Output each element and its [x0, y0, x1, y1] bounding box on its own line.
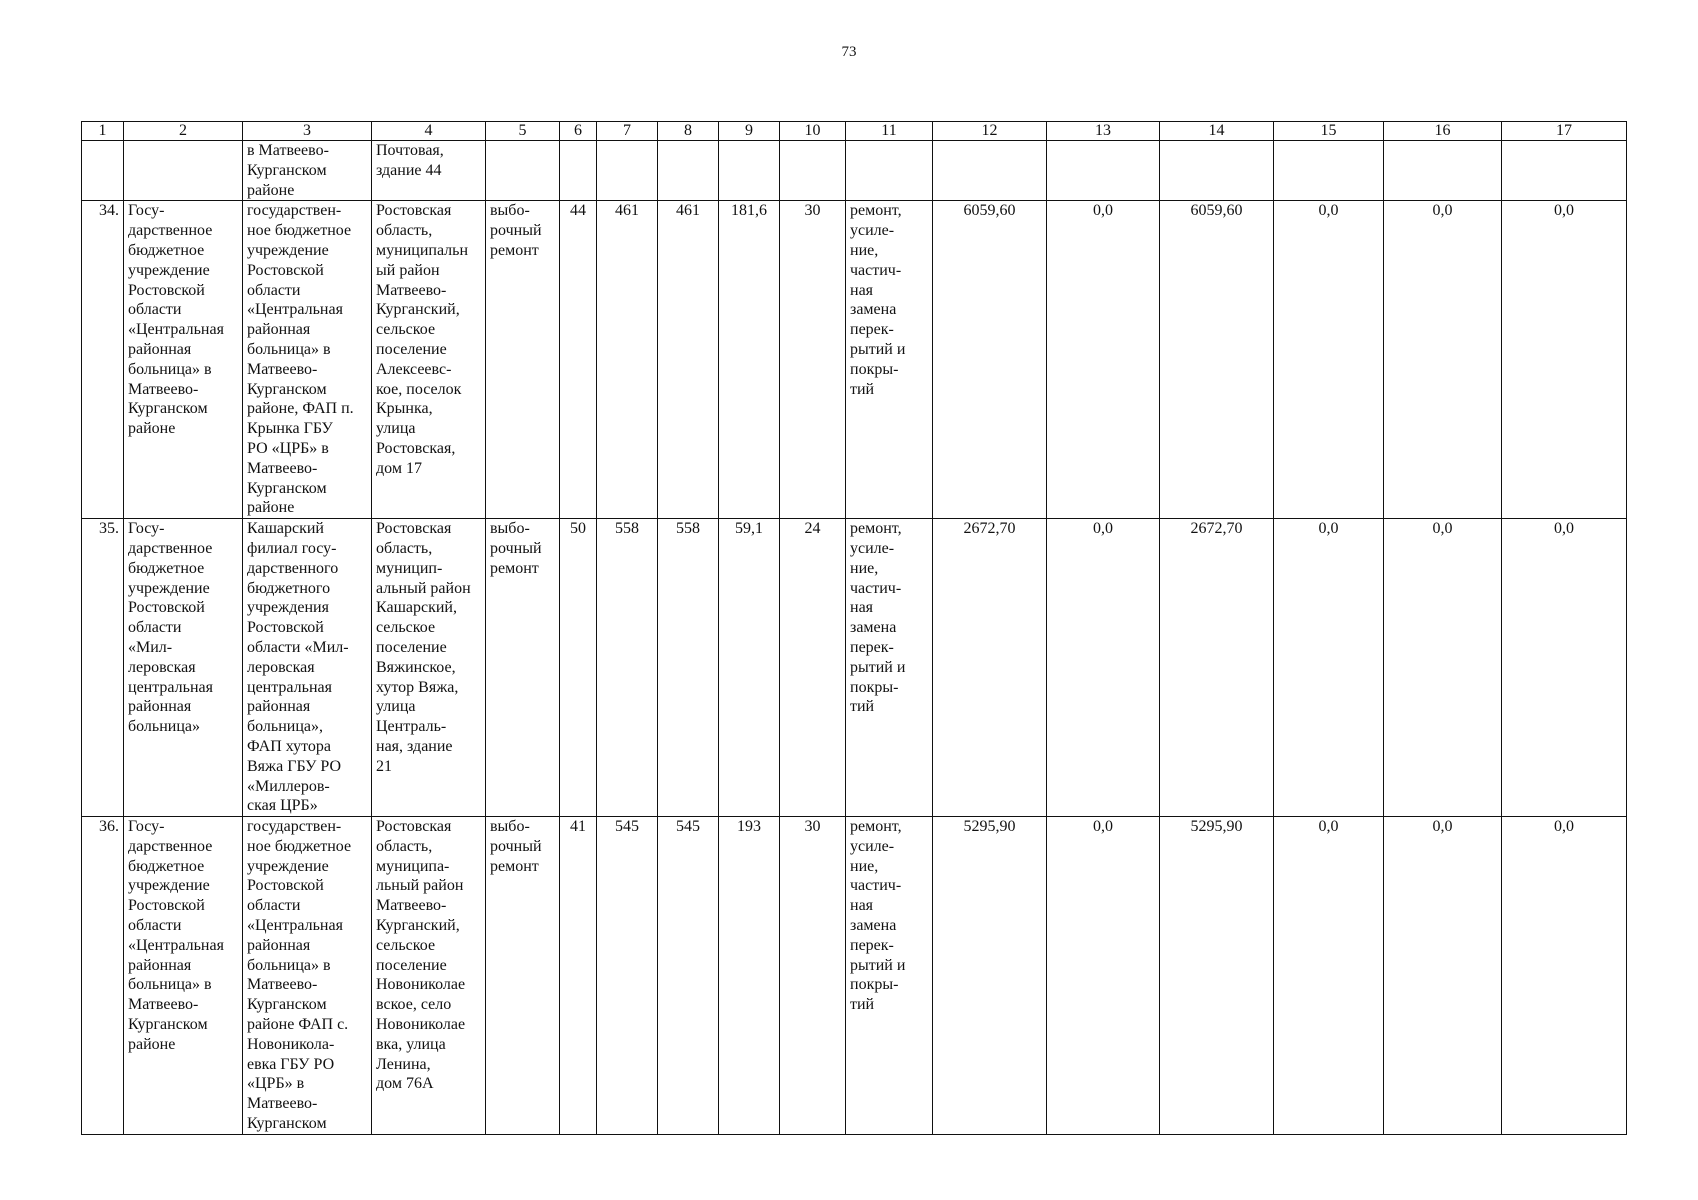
cell-amount: 0,0 [1502, 201, 1627, 519]
cell-amount: 0,0 [1274, 201, 1384, 519]
cell-value: 50 [560, 519, 597, 817]
data-table [81, 121, 1627, 1135]
cell-value: 30 [780, 817, 846, 1135]
cell-value [658, 141, 719, 201]
column-header: 17 [1502, 122, 1627, 141]
column-header: 1 [82, 122, 124, 141]
cell-works: ремонт, усиле- ние, частич- ная замена перек- рытий и покры- тий [846, 519, 933, 817]
cell-value: 181,6 [719, 201, 780, 519]
cell-object-name: в Матвеево- Курганском районе [243, 141, 372, 201]
cell-value: 461 [597, 201, 658, 519]
column-header: 4 [372, 122, 486, 141]
column-header: 5 [486, 122, 560, 141]
cell-amount: 0,0 [1502, 817, 1627, 1135]
cell-institution: Госу- дарственное бюджетное учреждение Ростовской области «Мил- леровская центральная районная больница» [124, 519, 243, 817]
cell-amount: 6059,60 [1160, 201, 1274, 519]
cell-object-name: государствен- ное бюджетное учреждение Ростовской области «Центральная районная больница» в Матвеево- Курганском районе, ФАП п. Крынка ГБУ РО «ЦРБ» в Матвеево- Курганском районе [243, 201, 372, 519]
cell-repair-type: выбо- рочный ремонт [486, 817, 560, 1135]
table-row [82, 141, 1627, 201]
column-header: 14 [1160, 122, 1274, 141]
cell-amount: 0,0 [1384, 519, 1502, 817]
cell-value: 461 [658, 201, 719, 519]
cell-amount [1160, 141, 1274, 201]
cell-address: Ростовская область, муниципа- льный район Матвеево- Курганский, сельское поселение Новониколае вское, село Новониколае вка, улица Ленина, дом 76А [372, 817, 486, 1135]
cell-amount: 5295,90 [1160, 817, 1274, 1135]
cell-amount: 0,0 [1384, 201, 1502, 519]
cell-index [82, 141, 124, 201]
cell-value: 558 [597, 519, 658, 817]
cell-amount: 0,0 [1047, 519, 1160, 817]
cell-amount: 2672,70 [933, 519, 1047, 817]
cell-amount [933, 141, 1047, 201]
cell-amount: 0,0 [1502, 519, 1627, 817]
cell-amount: 0,0 [1384, 817, 1502, 1135]
cell-amount: 2672,70 [1160, 519, 1274, 817]
cell-value: 193 [719, 817, 780, 1135]
page-number: 73 [841, 44, 857, 60]
column-header: 15 [1274, 122, 1384, 141]
cell-institution [124, 141, 243, 201]
cell-value: 41 [560, 817, 597, 1135]
cell-repair-type: выбо- рочный ремонт [486, 519, 560, 817]
cell-amount [1047, 141, 1160, 201]
cell-value: 558 [658, 519, 719, 817]
column-header: 6 [560, 122, 597, 141]
table-row [82, 519, 1627, 817]
cell-value: 30 [780, 201, 846, 519]
column-header: 2 [124, 122, 243, 141]
column-header: 9 [719, 122, 780, 141]
cell-value: 44 [560, 201, 597, 519]
cell-amount: 0,0 [1047, 201, 1160, 519]
table-row [82, 817, 1627, 1135]
cell-repair-type: выбо- рочный ремонт [486, 201, 560, 519]
cell-index: 36. [82, 817, 124, 1135]
column-header: 7 [597, 122, 658, 141]
cell-institution: Госу- дарственное бюджетное учреждение Ростовской области «Центральная районная больница» в Матвеево- Курганском районе [124, 201, 243, 519]
cell-address: Ростовская область, муниципальн ый район Матвеево- Курганский, сельское поселение Алексеевс- кое, поселок Крынка, улица Ростовская, дом 17 [372, 201, 486, 519]
cell-works: ремонт, усиле- ние, частич- ная замена перек- рытий и покры- тий [846, 817, 933, 1135]
cell-index: 35. [82, 519, 124, 817]
cell-amount: 0,0 [1274, 817, 1384, 1135]
column-header: 13 [1047, 122, 1160, 141]
cell-value: 59,1 [719, 519, 780, 817]
column-header: 16 [1384, 122, 1502, 141]
cell-amount: 6059,60 [933, 201, 1047, 519]
column-number-row [82, 122, 1627, 141]
cell-value [719, 141, 780, 201]
cell-address: Почтовая, здание 44 [372, 141, 486, 201]
cell-value: 545 [597, 817, 658, 1135]
cell-institution: Госу- дарственное бюджетное учреждение Ростовской области «Центральная районная больница» в Матвеево- Курганском районе [124, 817, 243, 1135]
cell-amount [1384, 141, 1502, 201]
column-header: 12 [933, 122, 1047, 141]
cell-amount [1502, 141, 1627, 201]
cell-value [560, 141, 597, 201]
column-header: 8 [658, 122, 719, 141]
cell-amount [1274, 141, 1384, 201]
cell-value [597, 141, 658, 201]
column-header: 10 [780, 122, 846, 141]
cell-value: 24 [780, 519, 846, 817]
column-header: 11 [846, 122, 933, 141]
cell-value [780, 141, 846, 201]
cell-works: ремонт, усиле- ние, частич- ная замена перек- рытий и покры- тий [846, 201, 933, 519]
cell-object-name: Кашарский филиал госу- дарственного бюджетного учреждения Ростовской области «Мил- леровская центральная районная больница», ФАП хутора Вяжа ГБУ РО «Миллеров- ская ЦРБ» [243, 519, 372, 817]
cell-amount: 0,0 [1274, 519, 1384, 817]
cell-repair-type [486, 141, 560, 201]
cell-value: 545 [658, 817, 719, 1135]
cell-address: Ростовская область, муницип- альный район Кашарский, сельское поселение Вяжинское, хутор Вяжа, улица Централь- ная, здание 21 [372, 519, 486, 817]
cell-amount: 5295,90 [933, 817, 1047, 1135]
cell-object-name: государствен- ное бюджетное учреждение Ростовской области «Центральная районная больница» в Матвеево- Курганском районе ФАП с. Новоникола- евка ГБУ РО «ЦРБ» в Матвеево- Курганском [243, 817, 372, 1135]
table-row [82, 201, 1627, 519]
column-header: 3 [243, 122, 372, 141]
cell-index: 34. [82, 201, 124, 519]
cell-amount: 0,0 [1047, 817, 1160, 1135]
cell-works [846, 141, 933, 201]
